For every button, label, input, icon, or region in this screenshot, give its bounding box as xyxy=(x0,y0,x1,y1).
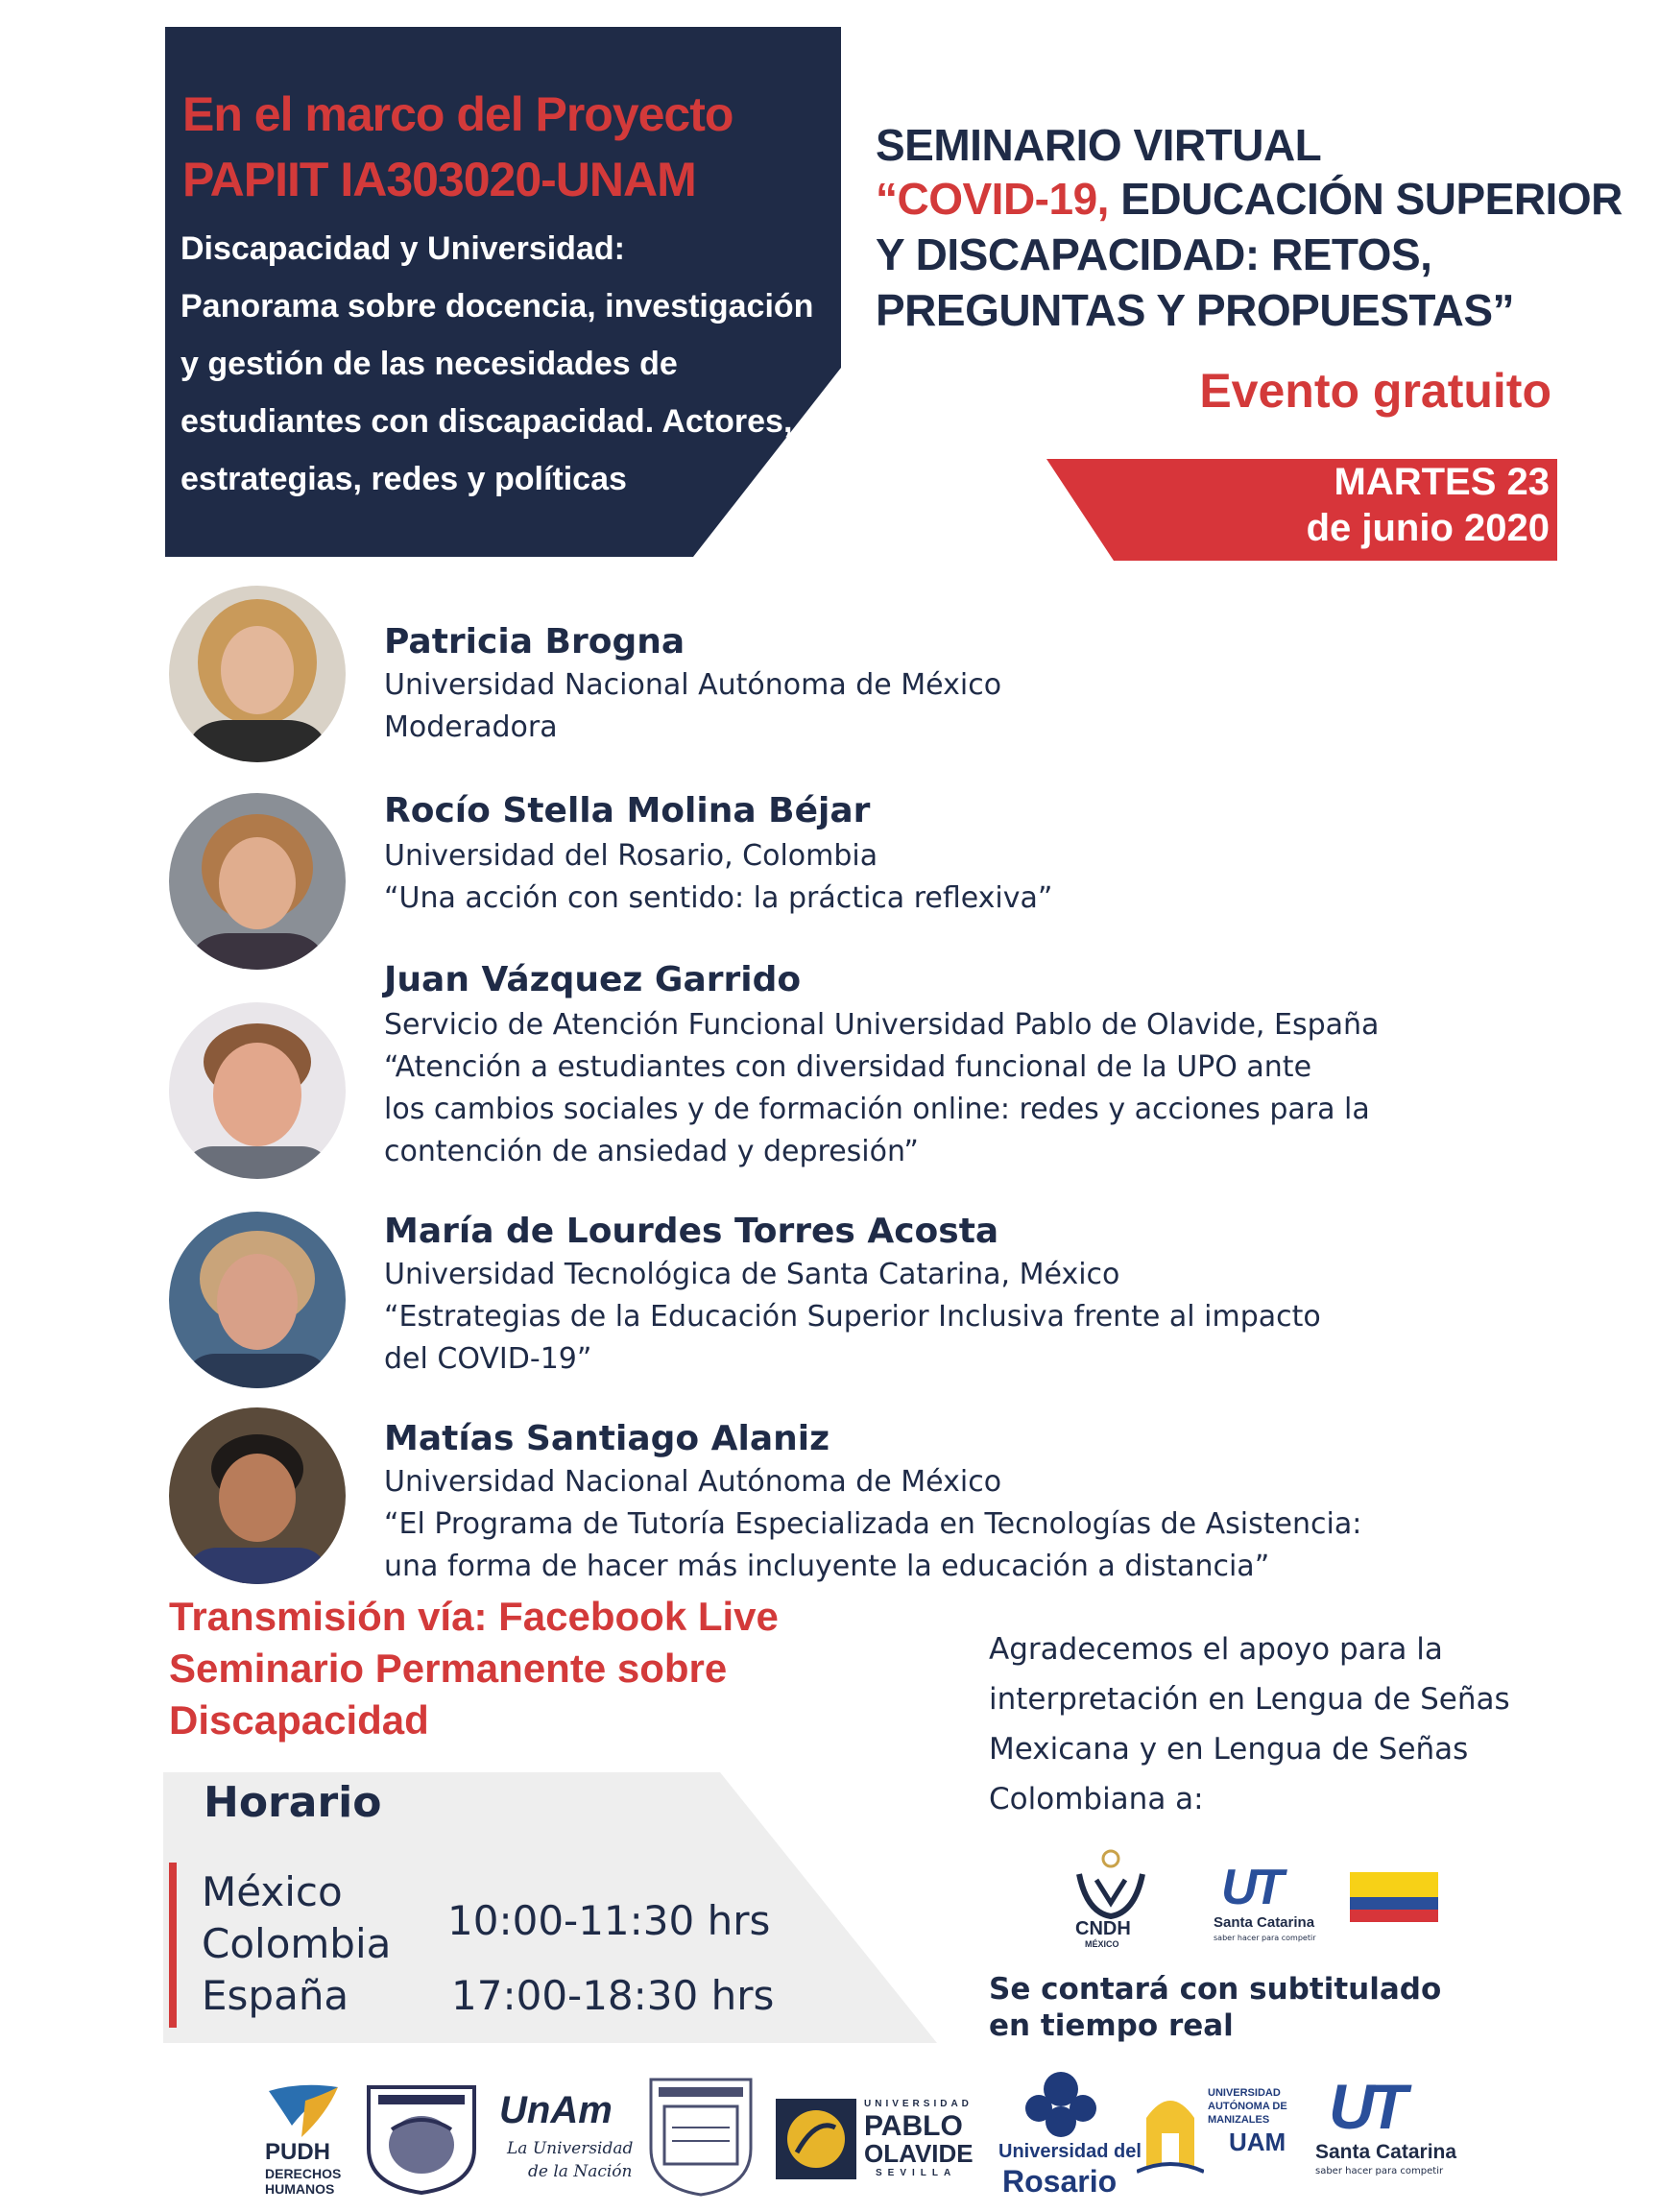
schedule-country: México xyxy=(202,1868,343,1915)
schedule-title: Horario xyxy=(204,1778,382,1827)
speaker-name: María de Lourdes Torres Acosta xyxy=(384,1212,999,1251)
speaker-info: Universidad Tecnológica de Santa Catarina, México xyxy=(384,1258,1120,1291)
project-title-line2: PAPIIT IA303020-UNAM xyxy=(182,153,696,206)
speaker-role: Moderadora xyxy=(384,710,558,744)
project-title-line1: En el marco del Proyecto xyxy=(182,87,733,141)
speaker-talk: del COVID-19” xyxy=(384,1342,592,1376)
uam-text: AUTÓNOMA DE xyxy=(1208,2101,1287,2112)
olavide-main: PABLO xyxy=(864,2110,963,2142)
speaker-photo xyxy=(169,586,346,762)
speaker-photo xyxy=(169,1212,346,1388)
speaker-talk: “Una acción con sentido: la práctica reflexiva” xyxy=(384,881,1053,915)
uam-short: UAM xyxy=(1229,2128,1286,2156)
speaker-talk: los cambios sociales y de formación online: redes y acciones para la xyxy=(384,1093,1370,1126)
speaker-talk: “Atención a estudiantes con diversidad funcional de la UPO ante xyxy=(384,1050,1312,1084)
speaker-photo xyxy=(169,1407,346,1584)
unam-slogan: La Universidad xyxy=(507,2139,634,2158)
thanks-line: interpretación en Lengua de Señas xyxy=(989,1682,1510,1717)
colombia-flag-icon xyxy=(1350,1872,1438,1922)
olavide-city: SEVILLA xyxy=(876,2168,957,2178)
uam-text: UNIVERSIDAD xyxy=(1208,2087,1281,2099)
speaker-info: Universidad Nacional Autónoma de México xyxy=(384,1465,1002,1499)
schedule-country: Colombia xyxy=(202,1920,392,1967)
date-line1: MARTES 23 xyxy=(1334,461,1550,503)
ut-santa-catarina-footer-logo xyxy=(1315,2071,1457,2185)
unam-seal-icon xyxy=(363,2081,480,2197)
speaker-info: Servicio de Atención Funcional Universidad Pablo de Olavide, España xyxy=(384,1008,1380,1042)
seminar-covid: “COVID-19, xyxy=(876,174,1109,224)
rosario-logo xyxy=(998,2068,1142,2206)
thanks-line: Agradecemos el apoyo para la xyxy=(989,1632,1443,1667)
seminar-line2-rest: EDUCACIÓN SUPERIOR xyxy=(1108,174,1623,224)
speaker-info: Universidad Nacional Autónoma de México xyxy=(384,668,1002,702)
pablo-olavide-logo xyxy=(776,2099,983,2185)
speaker-name: Matías Santiago Alaniz xyxy=(384,1419,830,1458)
transmission-line3: Discapacidad xyxy=(169,1697,429,1743)
schedule-country: España xyxy=(202,1972,349,2019)
ut-logo-tagline: saber hacer para competir xyxy=(1214,1934,1316,1942)
unam-slogan: de la Nación xyxy=(528,2162,633,2181)
project-desc-line: estudiantes con discapacidad. Actores, xyxy=(180,403,793,440)
ut-footer-mark: UT xyxy=(1329,2071,1402,2142)
schedule-accent-bar xyxy=(169,1863,177,2028)
speaker-photo xyxy=(169,1002,346,1179)
thanks-line: Colombiana a: xyxy=(989,1782,1204,1816)
rosario-text: Rosario xyxy=(1002,2164,1118,2199)
unam-wordmark: UnAm xyxy=(499,2089,613,2131)
pudh-logo-sub: HUMANOS xyxy=(265,2181,335,2197)
unam-politics-seal-icon xyxy=(645,2074,757,2199)
speaker-talk: “Estrategias de la Educación Superior Inclusiva frente al impacto xyxy=(384,1300,1321,1334)
seminar-line1: SEMINARIO VIRTUAL xyxy=(876,120,1322,170)
rosario-text: Universidad del xyxy=(998,2141,1142,2162)
speaker-talk: una forma de hacer más incluyente la educación a distancia” xyxy=(384,1550,1270,1583)
thanks-line: Mexicana y en Lengua de Señas xyxy=(989,1732,1469,1767)
seminar-line4: PREGUNTAS Y PROPUESTAS” xyxy=(876,285,1515,335)
project-desc-line: estrategias, redes y políticas xyxy=(180,461,627,497)
cndh-logo xyxy=(1068,1845,1154,1951)
free-event-label: Evento gratuito xyxy=(1199,364,1551,418)
olavide-top: UNIVERSIDAD xyxy=(864,2099,973,2109)
transmission-line2: Seminario Permanente sobre xyxy=(169,1646,728,1691)
speaker-info: Universidad del Rosario, Colombia xyxy=(384,839,878,873)
subtitles-line1: Se contará con subtitulado xyxy=(989,1972,1442,2007)
subtitles-line2: en tiempo real xyxy=(989,2008,1234,2043)
ut-logo-mark: UT xyxy=(1221,1860,1281,1915)
ut-footer-tagline: saber hacer para competir xyxy=(1315,2166,1444,2176)
speaker-name: Juan Vázquez Garrido xyxy=(384,960,802,999)
speaker-photo xyxy=(169,793,346,970)
uam-text: MANIZALES xyxy=(1208,2114,1270,2126)
schedule-time: 17:00-18:30 hrs xyxy=(451,1972,775,2019)
uam-manizales-logo xyxy=(1137,2080,1306,2185)
date-line2: de junio 2020 xyxy=(1306,507,1550,549)
project-desc-line: Discapacidad y Universidad: xyxy=(180,230,625,267)
seminar-line2 xyxy=(876,173,1623,225)
speaker-talk: contención de ansiedad y depresión” xyxy=(384,1135,919,1168)
seminar-line3: Y DISCAPACIDAD: RETOS, xyxy=(876,229,1432,279)
project-desc-line: Panorama sobre docencia, investigación xyxy=(180,288,814,325)
olavide-main: OLAVIDE xyxy=(864,2139,974,2168)
schedule-time: 10:00-11:30 hrs xyxy=(447,1897,771,1944)
ut-santa-catarina-logo xyxy=(1214,1860,1316,1951)
ut-footer-name: Santa Catarina xyxy=(1315,2141,1457,2163)
cndh-logo-text: CNDH xyxy=(1075,1918,1131,1939)
project-desc-line: y gestión de las necesidades de xyxy=(180,346,678,382)
ut-logo-name: Santa Catarina xyxy=(1214,1914,1315,1931)
speaker-name: Patricia Brogna xyxy=(384,622,685,661)
transmission-line1: Transmisión vía: Facebook Live xyxy=(169,1594,779,1639)
cndh-logo-sub: MÉXICO xyxy=(1085,1939,1119,1949)
speaker-name: Rocío Stella Molina Béjar xyxy=(384,791,871,830)
pudh-logo xyxy=(263,2081,344,2202)
unam-wordmark-logo xyxy=(499,2089,634,2195)
pudh-logo-sub: DERECHOS xyxy=(265,2166,342,2181)
pudh-logo-text: PUDH xyxy=(265,2139,331,2165)
speaker-talk: “El Programa de Tutoría Especializada en Tecnologías de Asistencia: xyxy=(384,1507,1362,1541)
